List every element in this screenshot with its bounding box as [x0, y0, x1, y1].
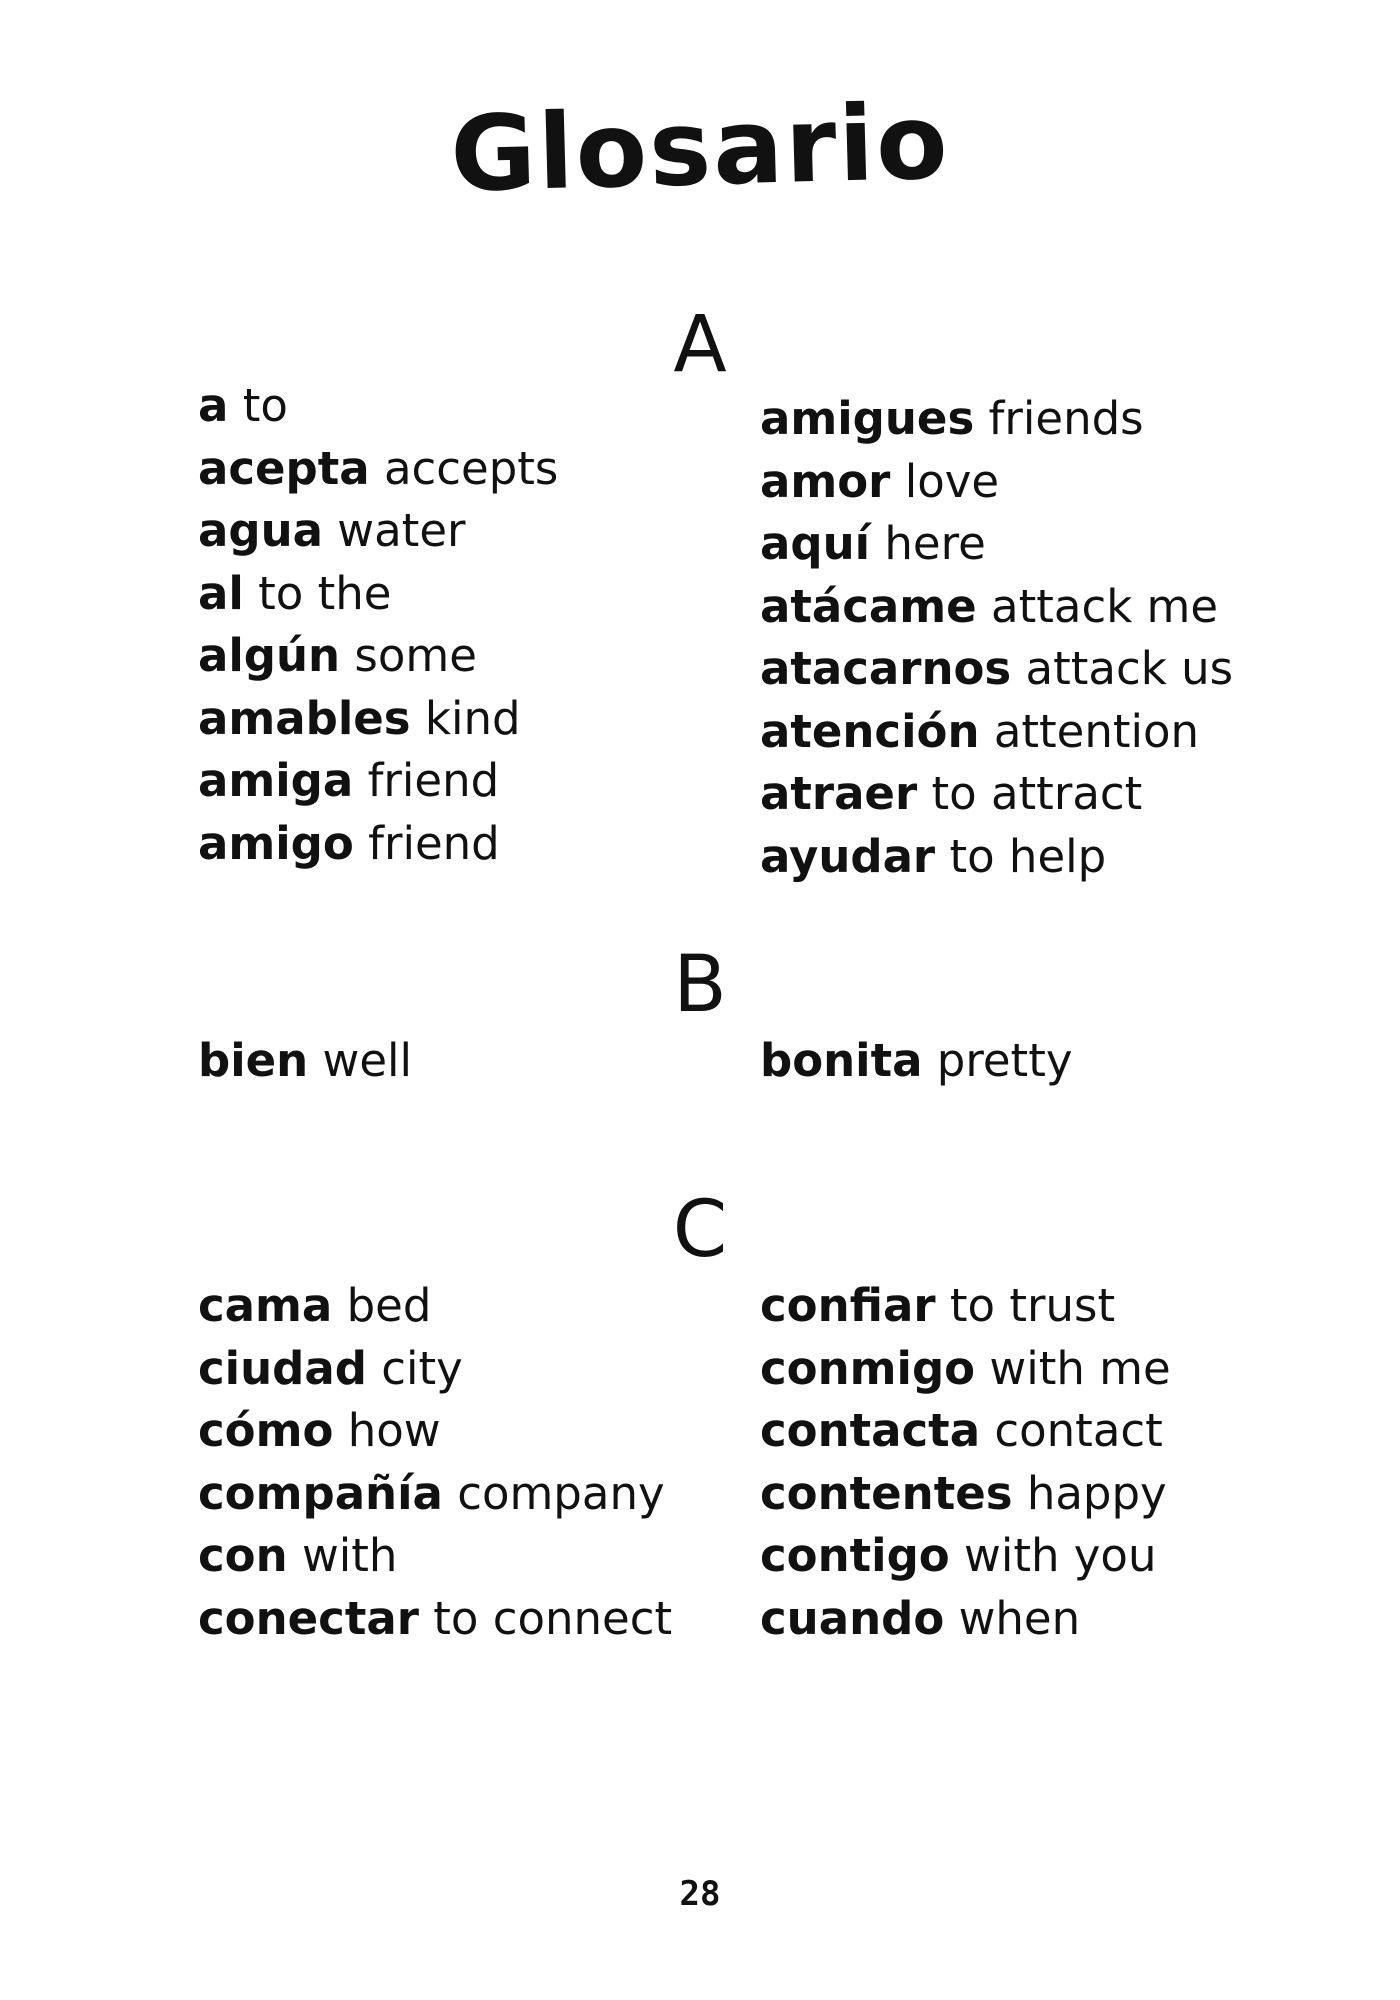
- glossary-term: contigo: [760, 1529, 950, 1582]
- glossary-entry: [198, 563, 558, 626]
- glossary-term: aquí: [760, 517, 871, 570]
- glossary-meaning: to connect: [433, 1591, 673, 1645]
- glossary-term: confiar: [760, 1279, 936, 1332]
- glossary-entry: [198, 438, 558, 501]
- glossary-term: acepta: [198, 441, 370, 495]
- glossary-meaning: friend: [368, 816, 500, 870]
- glossary-entry: [198, 625, 558, 688]
- glossary-term: cama: [198, 1279, 333, 1332]
- glossary-meaning: with: [301, 1529, 398, 1582]
- glossary-meaning: to help: [949, 829, 1107, 883]
- glossary-term: atraer: [760, 767, 918, 820]
- glossary-entry: [760, 1275, 1171, 1338]
- glossary-term: algún: [198, 629, 341, 682]
- glossary-entry: [198, 1525, 672, 1588]
- glossary-meaning: how: [347, 1404, 441, 1457]
- glossary-entry: [760, 1463, 1171, 1526]
- glossary-term: amables: [198, 691, 411, 745]
- glossary-meaning: pretty: [936, 1034, 1073, 1087]
- glossary-entry: [760, 576, 1233, 639]
- glossary-meaning: water: [337, 504, 466, 557]
- glossary-entry: [198, 1400, 672, 1463]
- glossary-term: amor: [760, 454, 891, 508]
- glossary-entry: [198, 813, 558, 876]
- glossary-term: cómo: [198, 1404, 334, 1457]
- glossary-meaning: with me: [989, 1341, 1171, 1395]
- glossary-term: conmigo: [760, 1341, 976, 1395]
- section-letter-b: B: [673, 940, 727, 1030]
- glossary-entry: [760, 1338, 1171, 1401]
- glossary-meaning: contact: [994, 1404, 1163, 1457]
- glossary-entry: [198, 1030, 412, 1093]
- glossary-term: ayudar: [760, 829, 936, 883]
- glossary-column-c-right: [760, 1275, 1171, 1650]
- glossary-meaning: to: [242, 379, 288, 432]
- glossary-meaning: kind: [424, 691, 521, 745]
- glossary-meaning: accepts: [383, 441, 559, 495]
- glossary-meaning: happy: [1026, 1466, 1167, 1520]
- glossary-term: conectar: [198, 1591, 419, 1645]
- glossary-entry: [760, 513, 1233, 576]
- glossary-entry: [760, 763, 1233, 826]
- glossary-column-c-left: [198, 1275, 672, 1650]
- glossary-meaning: love: [904, 454, 1000, 508]
- glossary-term: contentes: [760, 1466, 1013, 1520]
- glossary-entry: [760, 1588, 1171, 1651]
- glossary-term: atención: [760, 704, 980, 758]
- glossary-term: amiga: [198, 754, 354, 807]
- glossary-entry: [198, 1338, 672, 1401]
- glossary-entry: [760, 638, 1233, 701]
- glossary-meaning: bed: [346, 1279, 432, 1332]
- glossary-meaning: friend: [367, 754, 500, 807]
- glossary-entry: [760, 1030, 1072, 1093]
- glossary-entry: [198, 500, 558, 563]
- section-letter-c: C: [672, 1185, 728, 1275]
- glossary-term: bonita: [760, 1034, 923, 1087]
- glossary-term: agua: [198, 504, 323, 557]
- glossary-column-b-left: [198, 1030, 412, 1093]
- glossary-entry: [760, 701, 1233, 764]
- glossary-term: a: [198, 379, 229, 432]
- page-title: Glosario: [449, 80, 951, 216]
- glossary-term: ciudad: [198, 1341, 367, 1395]
- glossary-term: cuando: [760, 1591, 945, 1645]
- glossary-entry: [760, 388, 1233, 451]
- glossary-entry: [198, 750, 558, 813]
- glossary-column-b-right: [760, 1030, 1072, 1093]
- glossary-entry: [198, 1463, 672, 1526]
- glossary-term: contacta: [760, 1404, 981, 1457]
- glossary-meaning: to the: [258, 566, 392, 620]
- glossary-entry: [198, 375, 558, 438]
- glossary-meaning: some: [354, 629, 477, 682]
- glossary-meaning: when: [958, 1591, 1081, 1645]
- glossary-meaning: with you: [964, 1529, 1157, 1582]
- glossary-term: compañía: [198, 1466, 443, 1520]
- glossary-meaning: attention: [993, 704, 1200, 758]
- glossary-meaning: company: [457, 1466, 665, 1520]
- glossary-term: al: [198, 566, 244, 620]
- glossary-term: bien: [198, 1034, 309, 1087]
- glossary-term: atacarnos: [760, 642, 1012, 695]
- section-letter-a: A: [673, 300, 727, 390]
- glossary-meaning: attack me: [991, 579, 1219, 633]
- glossary-entry: [760, 826, 1233, 889]
- glossary-meaning: to trust: [949, 1279, 1116, 1332]
- glossary-meaning: here: [884, 517, 986, 570]
- glossary-meaning: city: [381, 1341, 463, 1395]
- page-number: 28: [679, 1874, 721, 1914]
- glossary-meaning: well: [322, 1034, 413, 1087]
- glossary-entry: [198, 688, 558, 751]
- glossary-term: amigues: [760, 392, 975, 445]
- glossary-entry: [198, 1275, 672, 1338]
- glossary-column-a-left: [198, 375, 558, 875]
- glossary-entry: [198, 1588, 672, 1651]
- glossary-term: amigo: [198, 816, 354, 870]
- glossary-term: atácame: [760, 579, 977, 633]
- glossary-meaning: attack us: [1025, 642, 1234, 695]
- glossary-meaning: friends: [988, 392, 1144, 445]
- glossary-meaning: to attract: [931, 767, 1143, 820]
- glossary-column-a-right: [760, 388, 1233, 888]
- glossary-entry: [760, 1525, 1171, 1588]
- glossary-entry: [760, 451, 1233, 514]
- glossary-entry: [760, 1400, 1171, 1463]
- glossary-term: con: [198, 1529, 288, 1582]
